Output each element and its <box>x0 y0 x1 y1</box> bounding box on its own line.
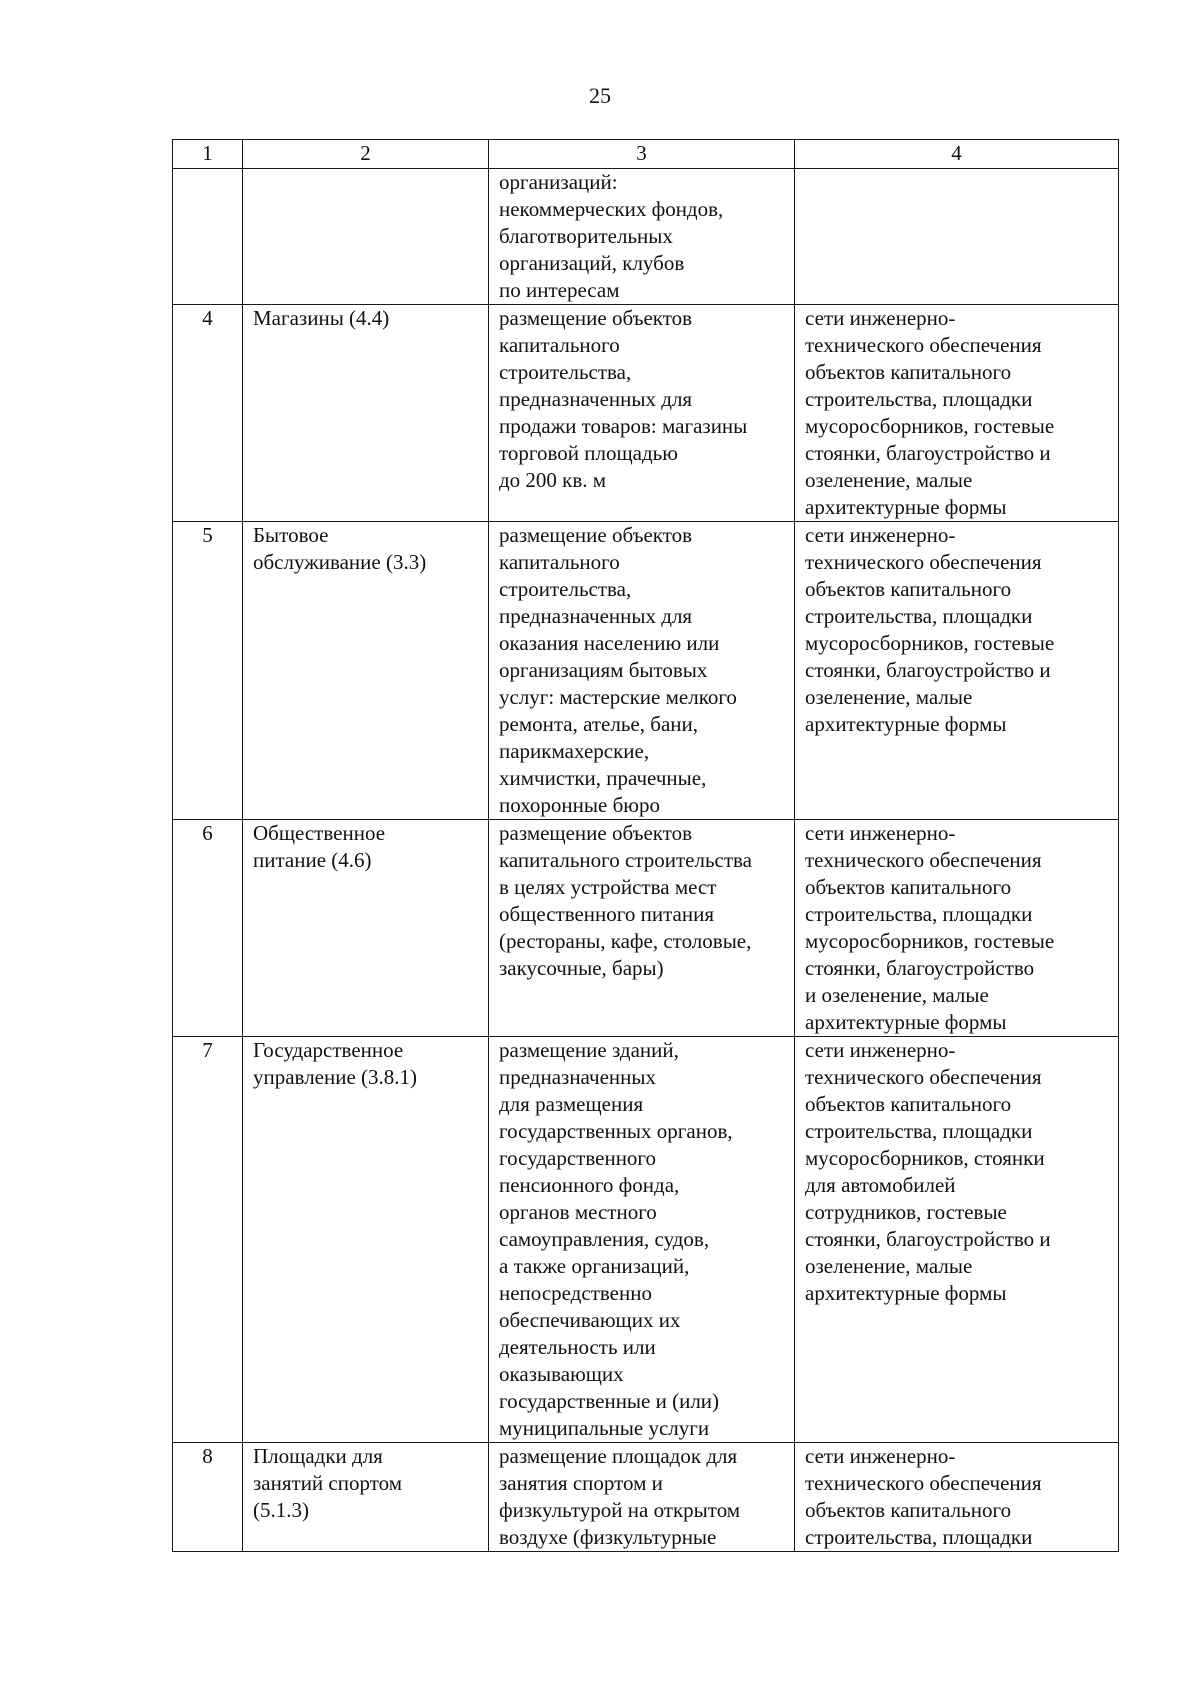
column-header-description: 3 <box>489 140 795 169</box>
row-number: 7 <box>173 1037 243 1443</box>
row-number: 6 <box>173 820 243 1037</box>
auxiliary-uses: сети инженерно- технического обеспечения объектов капитального строительства, площадки <box>795 1443 1119 1552</box>
use-type-name: Площадки для занятий спортом (5.1.3) <box>243 1443 489 1552</box>
use-type-name: Магазины (4.4) <box>243 305 489 522</box>
row-number: 4 <box>173 305 243 522</box>
page-number: 25 <box>589 83 611 108</box>
use-type-name <box>243 169 489 305</box>
auxiliary-uses: сети инженерно- технического обеспечения объектов капитального строительства, площадки мусоросборников, гостевые стоянки, благоустройство и озеленение, малые архитектурные формы <box>795 522 1119 820</box>
use-description: размещение площадок для занятия спортом и физкультурой на открытом воздухе (физкультурные <box>489 1443 795 1552</box>
use-description: размещение объектов капитального строительства, предназначенных для продажи товаров: магазины торговой площадью до 200 кв. м <box>489 305 795 522</box>
table-row <box>173 1443 1119 1552</box>
use-description: размещение зданий, предназначенных для размещения государственных органов, государственного пенсионного фонда, органов местного самоуправления, судов, а также организаций, непосредственно обеспечивающих их деятельность или оказывающих государственные и (или) муниципальные услуги <box>489 1037 795 1443</box>
auxiliary-uses: сети инженерно- технического обеспечения объектов капитального строительства, площадки мусоросборников, гостевые стоянки, благоустройство и озеленение, малые архитектурные формы <box>795 305 1119 522</box>
auxiliary-uses: сети инженерно- технического обеспечения объектов капитального строительства, площадки мусоросборников, гостевые стоянки, благоустройство и озеленение, малые архитектурные формы <box>795 820 1119 1037</box>
table-header-row <box>173 140 1119 169</box>
column-header-use-type: 2 <box>243 140 489 169</box>
table-row <box>173 1037 1119 1443</box>
row-number: 5 <box>173 522 243 820</box>
use-type-name: Государственное управление (3.8.1) <box>243 1037 489 1443</box>
use-type-name: Общественное питание (4.6) <box>243 820 489 1037</box>
land-use-table <box>172 139 1119 1552</box>
table-row <box>173 820 1119 1037</box>
use-description: размещение объектов капитального строительства, предназначенных для оказания населению или организациям бытовых услуг: мастерские мелкого ремонта, ателье, бани, парикмахерские, химчистки, прачечные, похоронные бюро <box>489 522 795 820</box>
use-type-name: Бытовое обслуживание (3.3) <box>243 522 489 820</box>
auxiliary-uses <box>795 169 1119 305</box>
use-description: организаций: некоммерческих фондов, благотворительных организаций, клубов по интересам <box>489 169 795 305</box>
column-header-number: 1 <box>173 140 243 169</box>
table-row-continuation <box>173 169 1119 305</box>
row-number <box>173 169 243 305</box>
use-description: размещение объектов капитального строительства в целях устройства мест общественного питания (рестораны, кафе, столовые, закусочные, бары) <box>489 820 795 1037</box>
table-row <box>173 305 1119 522</box>
auxiliary-uses: сети инженерно- технического обеспечения объектов капитального строительства, площадки мусоросборников, стоянки для автомобилей сотрудников, гостевые стоянки, благоустройство и озеленение, малые архитектурные формы <box>795 1037 1119 1443</box>
table-row <box>173 522 1119 820</box>
column-header-auxiliary: 4 <box>795 140 1119 169</box>
row-number: 8 <box>173 1443 243 1552</box>
